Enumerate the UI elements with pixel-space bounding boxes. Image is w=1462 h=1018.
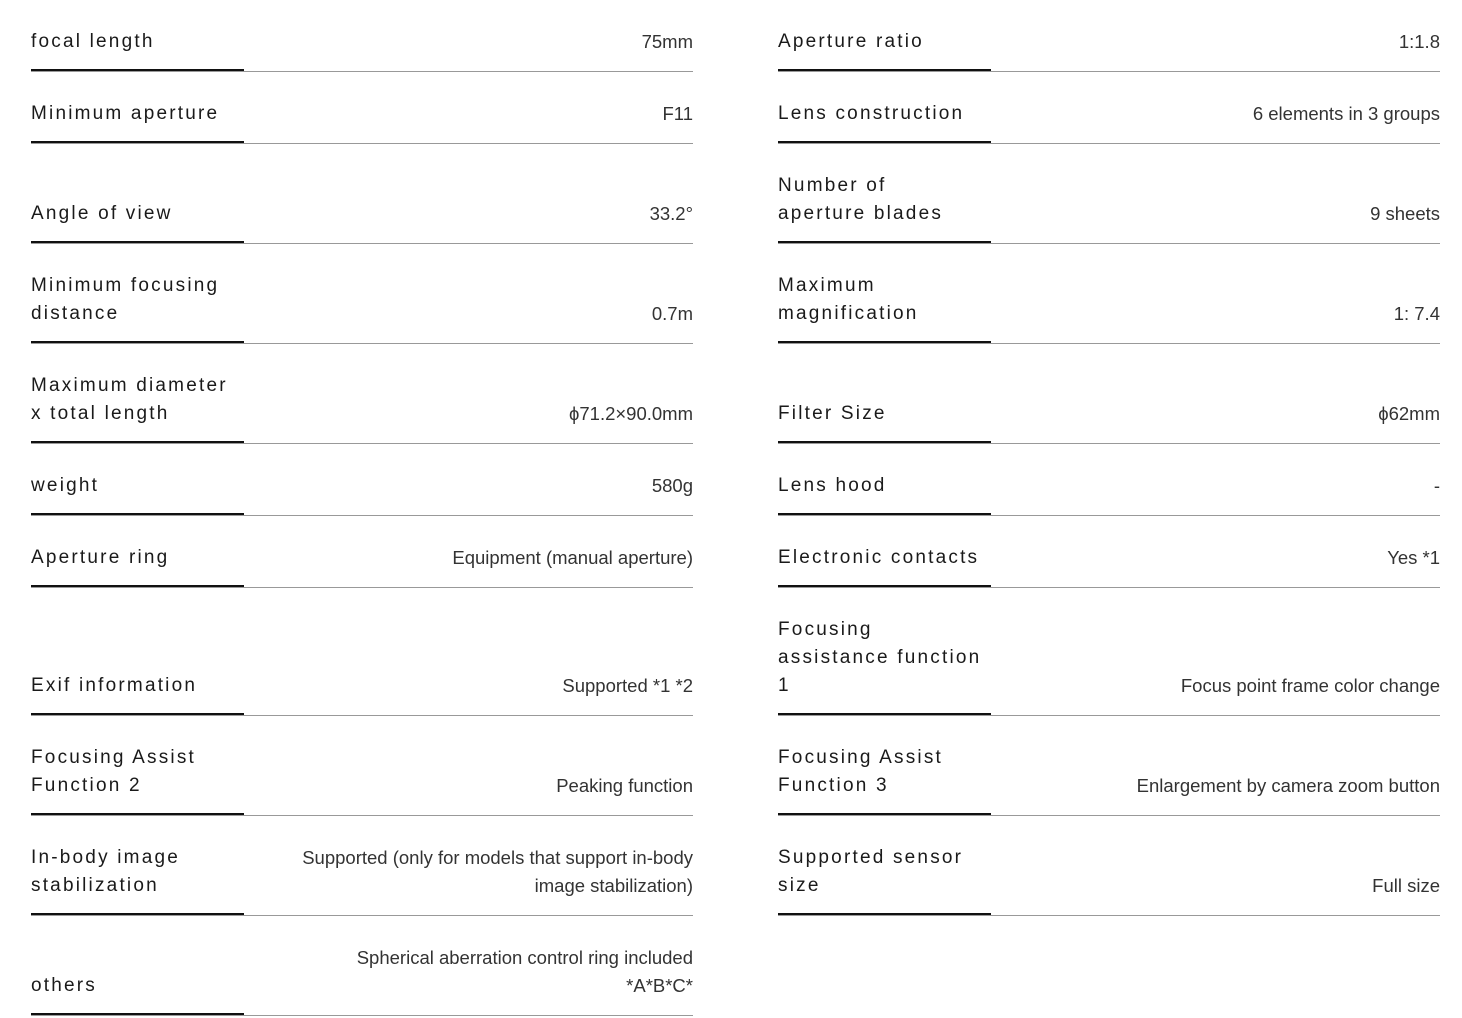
- spec-value: Focus point frame color change: [1180, 675, 1440, 696]
- spec-row-weight: [31, 444, 693, 516]
- spec-label: Aperture ratio: [778, 31, 924, 52]
- spec-row-filter-size: [778, 344, 1440, 444]
- spec-value: Peaking function: [556, 775, 693, 796]
- spec-value: Supported (only for models that support in-body image stabilization): [302, 847, 693, 896]
- spec-value: 33.2°: [649, 203, 693, 224]
- spec-row-aperture-ratio: [778, 0, 1440, 72]
- spec-label: Exif information: [31, 675, 198, 696]
- spec-label: In-body image stabilization: [31, 847, 181, 896]
- spec-value: -: [1433, 475, 1440, 496]
- spec-label: Supported sensor size: [778, 847, 964, 896]
- spec-label: focal length: [31, 31, 155, 52]
- spec-label: Focusing Assist Function 3: [778, 747, 943, 796]
- spec-label: Minimum focusing distance: [31, 275, 220, 324]
- spec-row-in-body-stabilization: [31, 816, 693, 916]
- spec-label: weight: [31, 475, 100, 496]
- spec-value: 0.7m: [651, 303, 693, 324]
- spec-label: Minimum aperture: [31, 103, 220, 124]
- spec-value: Equipment (manual aperture): [452, 547, 693, 568]
- spec-value: F11: [662, 103, 693, 124]
- spec-row-lens-hood: [778, 444, 1440, 516]
- spec-row-focusing-assist-2: [31, 716, 693, 816]
- spec-value: 9 sheets: [1370, 203, 1440, 224]
- spec-value: 1:1.8: [1398, 31, 1440, 52]
- spec-label: Number of aperture blades: [778, 175, 944, 224]
- spec-label: Maximum magnification: [778, 275, 919, 324]
- spec-row-maximum-magnification: [778, 244, 1440, 344]
- spec-value: ϕ62mm: [1378, 403, 1440, 424]
- spec-label: Angle of view: [31, 203, 173, 224]
- spec-value: Enlargement by camera zoom button: [1136, 775, 1440, 796]
- spec-row-sensor-size: [778, 816, 1440, 916]
- spec-value: 580g: [651, 475, 693, 496]
- spec-row-lens-construction: [778, 72, 1440, 144]
- spec-label: others: [31, 975, 98, 996]
- spec-row-maximum-diameter: [31, 344, 693, 444]
- spec-value: Full size: [1372, 875, 1440, 896]
- spec-row-others: [31, 916, 693, 1016]
- spec-row-focusing-assist-3: [778, 716, 1440, 816]
- spec-row-angle-of-view: [31, 144, 693, 244]
- spec-row-focal-length: [31, 0, 693, 72]
- spec-label: Lens hood: [778, 475, 887, 496]
- spec-value: 1: 7.4: [1393, 303, 1440, 324]
- spec-row-aperture-ring: [31, 516, 693, 588]
- spec-column-left: [31, 0, 693, 1016]
- spec-value: ϕ71.2×90.0mm: [569, 403, 693, 424]
- spec-value: 6 elements in 3 groups: [1252, 103, 1440, 124]
- spec-value: 75mm: [641, 31, 693, 52]
- spec-label: Electronic contacts: [778, 547, 980, 568]
- spec-label: Aperture ring: [31, 547, 170, 568]
- spec-column-right: [778, 0, 1440, 916]
- spec-value: Yes *1: [1387, 547, 1440, 568]
- spec-label: Focusing Assist Function 2: [31, 747, 196, 796]
- spec-row-minimum-aperture: [31, 72, 693, 144]
- spec-label: Focusing assistance function 1: [778, 619, 982, 696]
- spec-row-minimum-focusing-distance: [31, 244, 693, 344]
- spec-label: Lens construction: [778, 103, 965, 124]
- spec-row-exif-information: [31, 588, 693, 716]
- spec-value: Supported *1 *2: [562, 675, 693, 696]
- spec-label: Filter Size: [778, 403, 887, 424]
- spec-row-electronic-contacts: [778, 516, 1440, 588]
- spec-row-focusing-assist-1: [778, 588, 1440, 716]
- spec-value: Spherical aberration control ring included *A*B*C*: [356, 947, 693, 996]
- spec-label: Maximum diameter x total length: [31, 375, 228, 424]
- spec-row-aperture-blades: [778, 144, 1440, 244]
